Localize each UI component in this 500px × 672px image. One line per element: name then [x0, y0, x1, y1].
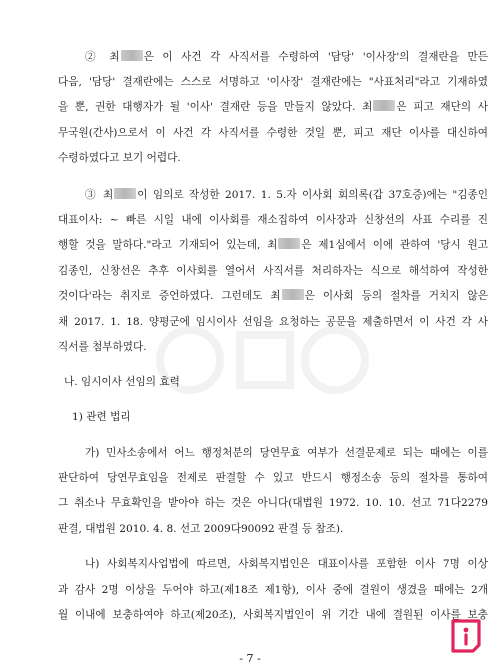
redacted-name [282, 289, 304, 300]
text-span: 은 이 사건 각 사직서를 수령하여 '담당' '이사장'의 결재란을 만든 [143, 51, 488, 63]
paragraph-3-line-6: 채 2017. 1. 18. 양평군에 임시이사 선임을 요청하는 공문을 제출하면서 이 사건 각 사 [58, 316, 488, 328]
text-span: 을 뿐, 권한 대행자가 될 '이사' 결재란 등을 만들지 않았다. 최 [58, 101, 373, 113]
paragraph-ga-line-4: 판결, 대법원 2010. 4. 8. 선고 2009다90092 판결 등 참조). [58, 523, 344, 535]
text-span: 것이다'라는 취지로 증언하였다. 그런데도 최 [58, 290, 281, 302]
paragraph-2-line-3 [58, 100, 488, 114]
text-span: 은 피고 재단의 사 [396, 101, 488, 113]
paragraph-na-line-2: 과 감사 2명 이상을 두어야 하고(제18조 제1항), 이사 중에 결원이 생겼을 때에는 2개 [58, 584, 488, 596]
section-heading: 나. 임시이사 선임의 효력 [64, 376, 180, 388]
text-span: ② 최 [85, 51, 120, 63]
paragraph-na-line-1: 나) 사회복지사업법에 따르면, 사회복지법인은 대표이사를 포함한 이사 7명 이상 [85, 558, 488, 570]
redacted-name [373, 100, 395, 111]
paragraph-ga-line-1: 가) 민사소송에서 어느 행정처분의 당연무효 여부가 선결문제로 되는 때에는 이를 [85, 447, 488, 459]
paragraph-2-line-5: 수령하였다고 보기 어렵다. [58, 152, 181, 164]
scroll-app-icon[interactable] [449, 617, 483, 655]
paragraph-2-line-4: 무국원(간사)으로서 이 사건 각 사직서를 수령한 것일 뿐, 피고 재단 이사를 대신하여 [58, 127, 488, 139]
subsection-heading: 1) 관련 법리 [72, 411, 131, 423]
redacted-name [114, 188, 136, 199]
paragraph-3-line-7: 직서를 첨부하였다. [58, 341, 147, 353]
paragraph-3-line-2: 대표이사: ~ 빠른 시일 내에 이사회를 재소집하여 이사장과 신창선의 사표 수리를 진 [58, 214, 488, 226]
text-span: 은 제1심에서 이에 관하여 '당시 원고 [301, 239, 488, 251]
paragraph-2-line-1 [85, 50, 488, 64]
redacted-name [278, 238, 300, 249]
paragraph-ga-line-2: 판단하여 당연무효임을 전제로 판결할 수 있고 반드시 행정소송 등의 절차를 통하여 [58, 472, 488, 484]
paragraph-3-line-3 [58, 238, 488, 252]
text-span: 행할 것을 말하다."라고 기재되어 있는데, 최 [58, 239, 278, 251]
text-span: 은 이사회 등의 절차를 거치지 않은 [304, 290, 488, 302]
paragraph-ga-line-3: 그 취소나 무효확인을 받아야 하는 것은 아니다(대법원 1972. 10. 10. 선고 71다2279 [58, 497, 488, 509]
text-span: ③ 최 [85, 189, 114, 201]
paragraph-3-line-5 [58, 289, 488, 303]
paragraph-3-line-1 [85, 188, 488, 202]
page-number: - 7 - [239, 652, 261, 665]
paragraph-na-line-3: 월 이내에 보충하여야 하고(제20조), 사회복지법인이 위 기간 내에 결원된 이사를 보충 [58, 609, 488, 621]
redacted-name [121, 50, 143, 61]
paragraph-2-line-2: 다음, '담당' 결재란에는 스스로 서명하고 '이사장' 결재란에는 "사표처리"라고 기재하였 [58, 76, 488, 88]
paragraph-3-line-4: 김종인, 신창선은 추후 이사회를 열어서 사직서를 처리하자는 식으로 해석하여 작성한 [58, 265, 488, 277]
text-span: 이 임의로 작성한 2017. 1. 5.자 이사회 회의록(갑 37호증)에는 "김종인 [137, 189, 488, 201]
